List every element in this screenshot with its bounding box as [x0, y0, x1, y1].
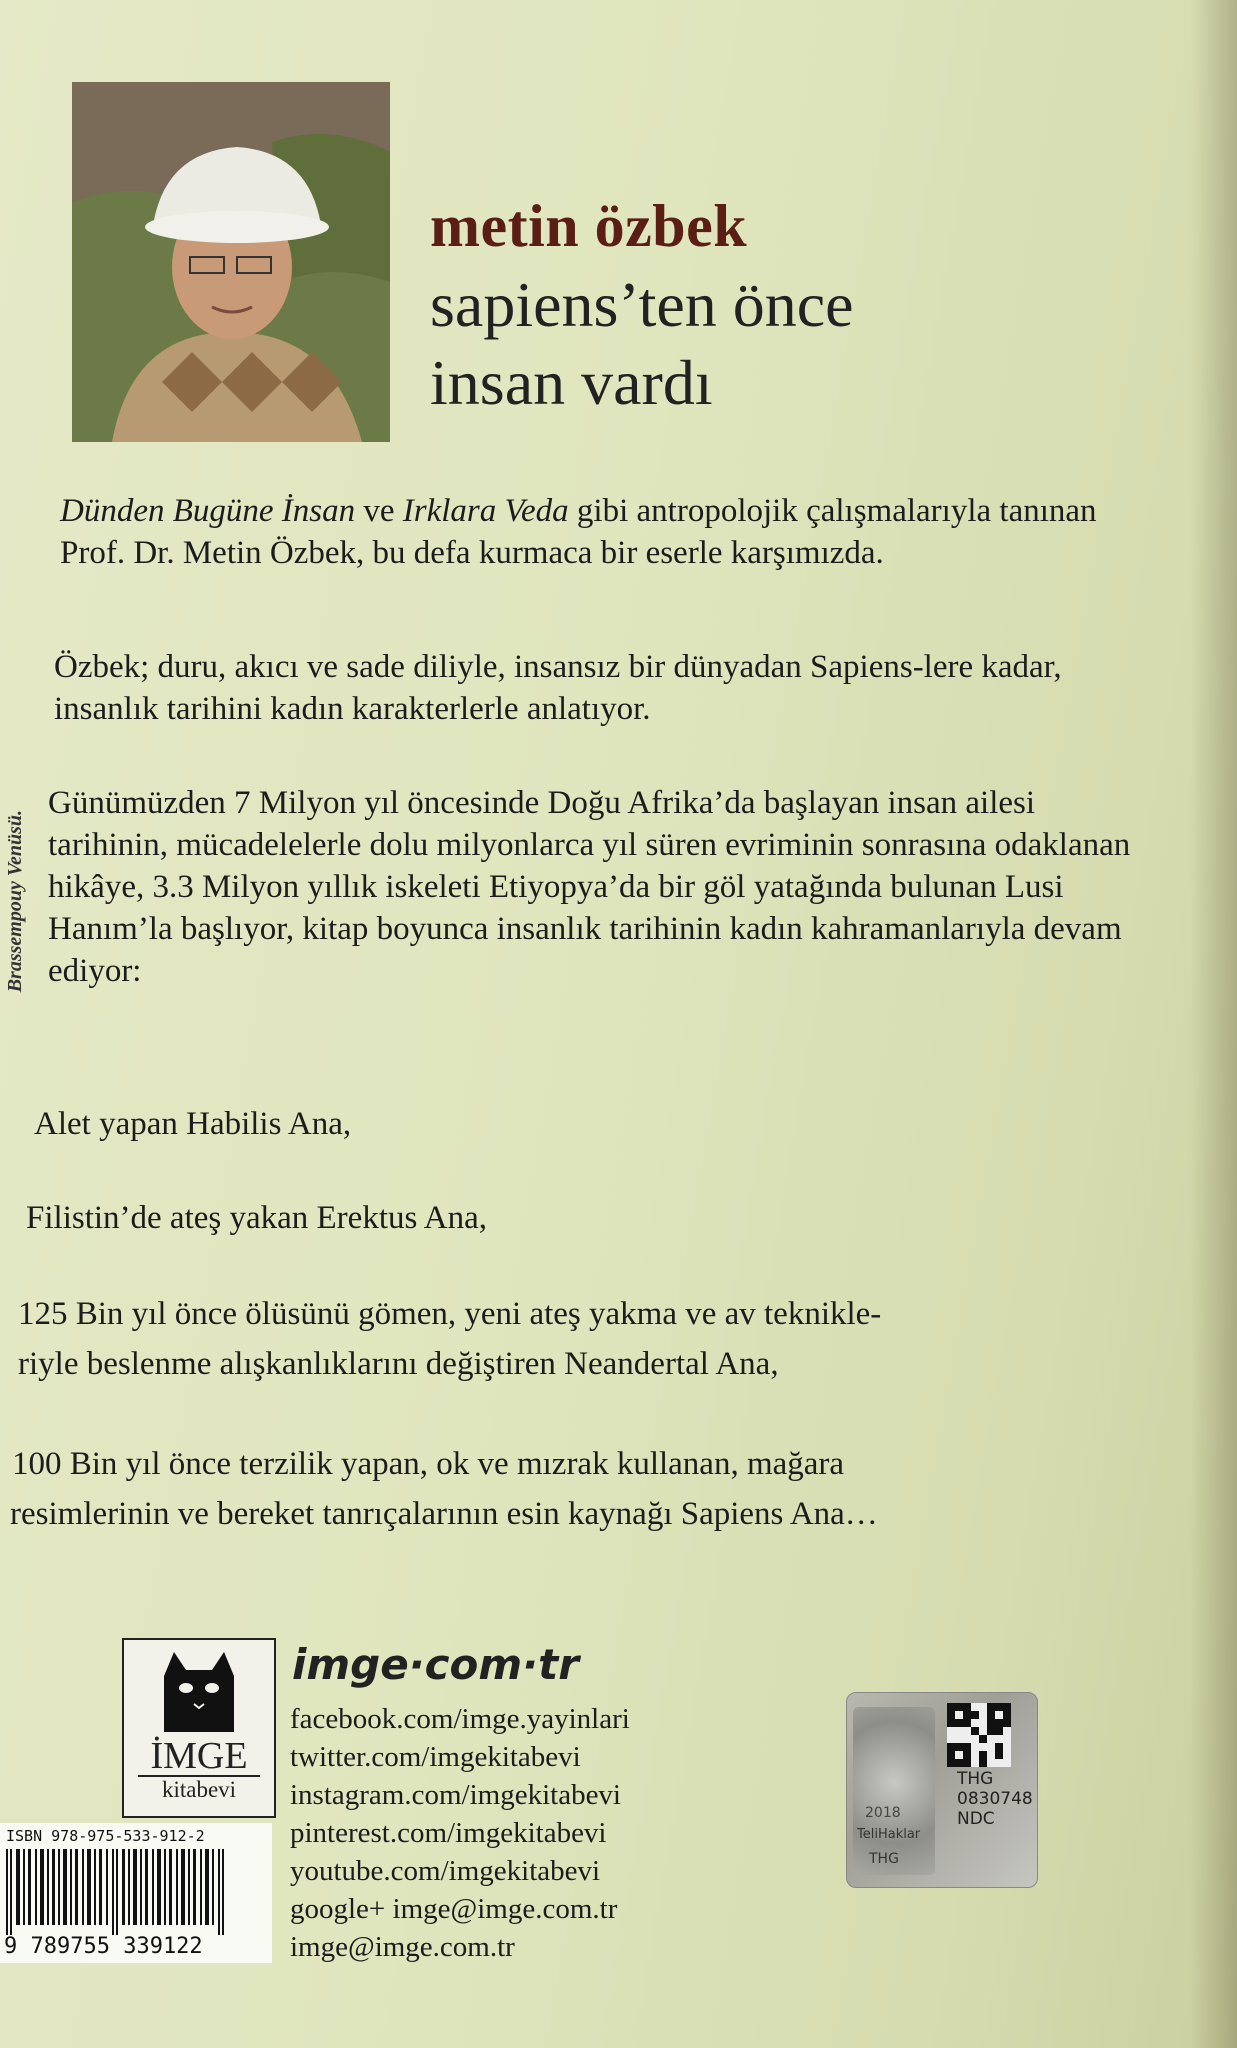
link-twitter: twitter.com/imgekitabevi [290, 1741, 581, 1773]
sticker-year: 2018 [865, 1805, 901, 1821]
sticker-line-2: 0830748 [957, 1789, 1033, 1809]
line-habilis: Alet yapan Habilis Ana, [34, 1106, 352, 1142]
text-fragment: ve [355, 493, 403, 529]
line-sapiens-1: 100 Bin yıl önce terzilik yapan, ok ve mızrak kullanan, mağara [12, 1446, 845, 1482]
publisher-logo [122, 1638, 276, 1818]
link-email: imge@imge.com.tr [290, 1931, 515, 1963]
book-title-line-2: insan vardı [430, 347, 713, 418]
book-ref-2: Irklara Veda [402, 493, 569, 529]
text-fragment: gibi antropolojik çalışmalarıyla tanınan Prof. Dr. Metin Özbek, bu defa kurmaca bir eserle karşımızda. [60, 493, 1097, 571]
link-pinterest: pinterest.com/imgekitabevi [290, 1817, 607, 1849]
isbn-digits: 9 789755 339122 [4, 1934, 203, 1959]
link-instagram: instagram.com/imgekitabevi [290, 1779, 621, 1811]
sticker-line-1: THG [957, 1769, 994, 1789]
sticker-code [957, 1769, 1033, 1829]
sticker-brand: TeliHaklar [857, 1827, 921, 1842]
hologram-sticker [846, 1692, 1038, 1888]
line-neandertal-1: 125 Bin yıl önce ölüsünü gömen, yeni ateş yakma ve av teknikle- [18, 1296, 882, 1332]
author-name: metin özbek [430, 193, 748, 259]
side-caption: Brassempouy Venüsü. [4, 810, 26, 993]
author-photo [72, 82, 390, 442]
isbn-label: ISBN 978-975-533-912-2 [6, 1827, 205, 1845]
line-erektus: Filistin’de ateş yakan Erektus Ana, [26, 1200, 487, 1236]
isbn-block [0, 1823, 272, 1963]
link-youtube: youtube.com/imgekitabevi [290, 1855, 601, 1887]
qr-code [947, 1703, 1011, 1767]
paragraph-intro [60, 490, 1120, 574]
line-neandertal-2: riyle beslenme alışkanlıklarını değiştiren Neandertal Ana, [18, 1346, 779, 1382]
paragraph-style: Özbek; duru, akıcı ve sade diliyle, insansız bir dünyadan Sapiens-lere kadar, insanlık tarihini kadın karakterlerle anlatıyor. [54, 649, 1062, 727]
social-links [290, 1700, 630, 1966]
book-ref-1: Dünden Bugüne İnsan [60, 493, 356, 529]
logo-name: İMGE [150, 1735, 248, 1777]
link-facebook: facebook.com/imge.yayinlari [290, 1703, 630, 1735]
cat-logo-icon [124, 1646, 274, 1737]
sticker-line-3: NDC [957, 1809, 995, 1829]
hologram [853, 1707, 935, 1875]
spine-shadow [1190, 0, 1237, 2048]
link-google: google+ imge@imge.com.tr [290, 1893, 618, 1925]
logo-subtitle: kitabevi [138, 1775, 260, 1803]
book-title-line-1: sapiens’ten önce [430, 269, 854, 340]
sticker-thg-small: THG [869, 1851, 899, 1867]
line-sapiens-2: resimlerinin ve bereket tanrıçalarının esin kaynağı Sapiens Ana… [10, 1496, 878, 1532]
paragraph-story: Günümüzden 7 Milyon yıl öncesinde Doğu Afrika’da başlayan insan ailesi tarihinin, mücadelelerle dolu milyonlarca yıl süren evriminin sonrasına odaklanan hikâye, 3.3 Milyon yıllık iskeleti Etiyopya’da bir göl yatağında bulunan Lusi Hanım’la başlıyor, kitap boyunca insanlık tarihinin kadın kahramanlarıyla devam ediyor: [48, 785, 1131, 989]
website-link: imge·com·tr [292, 1640, 579, 1689]
barcode [0, 1849, 272, 1935]
